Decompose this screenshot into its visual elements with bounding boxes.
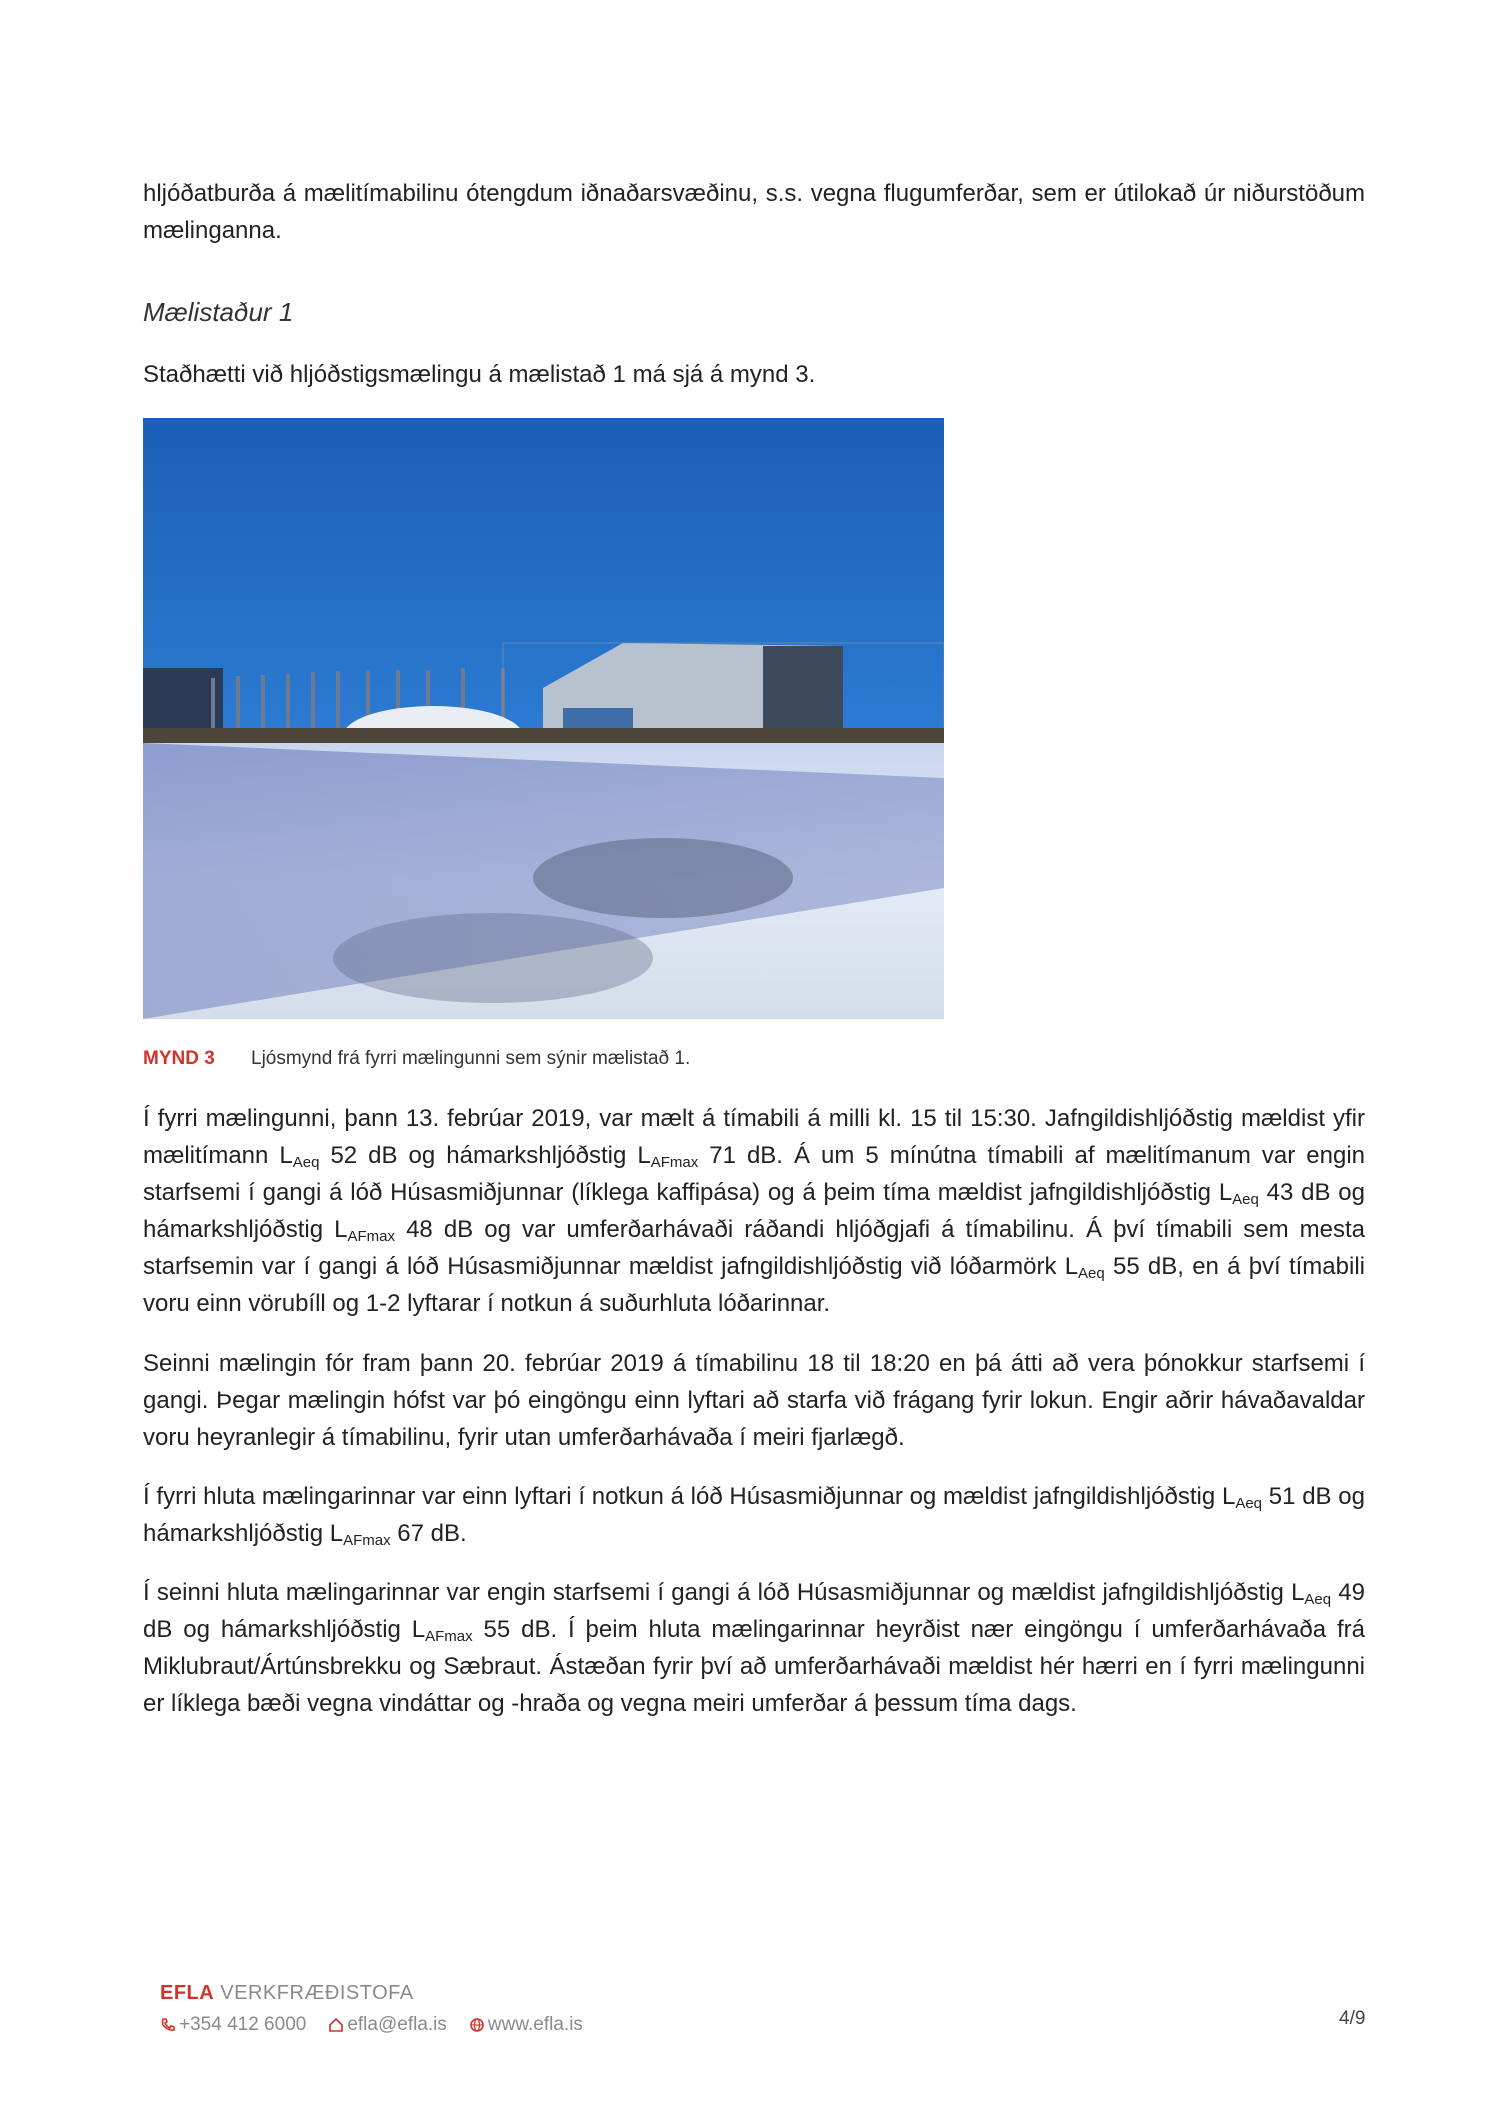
footer-contact bbox=[160, 2014, 583, 2036]
p3-text: Í fyrri hluta mælingarinnar var einn lyftari í notkun á lóð Húsasmiðjunnar og mældist jafngildishljóðstig L bbox=[143, 1483, 1236, 1510]
paragraph-4 bbox=[143, 1574, 1365, 1722]
globe-icon bbox=[469, 2017, 485, 2033]
p3-sub: AFmax bbox=[343, 1532, 391, 1549]
figure-caption-text: Ljósmynd frá fyrri mælingunni sem sýnir mælistað 1. bbox=[251, 1048, 691, 1069]
phone-text: +354 412 6000 bbox=[179, 2014, 307, 2035]
p1-sub: Aeq bbox=[292, 1154, 320, 1171]
footer-web[interactable] bbox=[469, 2014, 583, 2036]
web-text: www.efla.is bbox=[487, 2014, 583, 2035]
p1-text: 43 dB og hámarkshljóðstig L bbox=[143, 1179, 1366, 1243]
intro-text: hljóðatburða á mælitímabilinu ótengdum iðnaðarsvæðinu, s.s. vegna flugumferðar, sem er útilokað úr niðurstöðum mælinganna. bbox=[143, 180, 1365, 244]
section-lead bbox=[143, 356, 1365, 393]
paragraph-2 bbox=[143, 1345, 1365, 1456]
page-number: 4/9 bbox=[1339, 2008, 1366, 2029]
p4-text: 49 dB og hámarkshljóðstig L bbox=[143, 1579, 1365, 1643]
intro-paragraph bbox=[143, 175, 1365, 249]
footer-brand bbox=[160, 1982, 414, 2005]
p1-text: 48 dB og var umferðarhávaði ráðandi hljóðgjafi á tímabilinu. Á því tímabili sem mesta starfsemin var í gangi á lóð Húsasmiðjunnar mældist jafngildishljóðstig við lóðarmörk L bbox=[143, 1216, 1365, 1280]
paragraph-1 bbox=[143, 1100, 1365, 1322]
p3-sub: Aeq bbox=[1235, 1495, 1263, 1512]
p1-text: Í fyrri mælingunni, þann 13. febrúar 2019, var mælt á tímabili á milli kl. 15 til 15:30. Jafngildishljóðstig mældist yfir mælitímann L bbox=[143, 1105, 1365, 1169]
paragraph-3 bbox=[143, 1478, 1365, 1552]
figure-caption bbox=[143, 1048, 690, 1070]
p1-text: 71 dB. Á um 5 mínútna tímabili af mælitímanum var engin starfsemi í gangi á lóð Húsasmiðjunnar (líklega kaffipása) og á þeim tíma mældist jafngildishljóðstig L bbox=[143, 1142, 1365, 1206]
brand-logo: EFLA bbox=[160, 1982, 215, 2004]
p4-text: 55 dB. Í þeim hluta mælingarinnar heyrðist nær eingöngu í umferðarhávaða frá Miklubraut/Ártúnsbrekku og Sæbraut. Ástæðan fyrir því að umferðarhávaði mældist hér hærri en í fyrri mælingunni er líklega bæði vegna vindáttar og -hraða og vegna meiri umferðar á þessum tíma dags. bbox=[143, 1616, 1365, 1717]
p3-text: 67 dB. bbox=[390, 1520, 467, 1547]
p4-sub: AFmax bbox=[425, 1628, 473, 1645]
p1-text: 55 dB, en á því tímabili voru einn vörubíll og 1-2 lyftarar í notkun á suðurhluta lóðarinnar. bbox=[143, 1253, 1365, 1317]
phone-icon bbox=[160, 2017, 176, 2033]
p2-text: Seinni mælingin fór fram þann 20. febrúar 2019 á tímabilinu 18 til 18:20 en þá átti að vera þónokkur starfsemi í gangi. Þegar mælingin hófst var þó eingöngu einn lyftari að starfa við frágang fyrir lokun. Engir aðrir hávaðavaldar voru heyranlegir á tímabilinu, fyrir utan umferðarhávaða í meiri fjarlægð. bbox=[143, 1350, 1365, 1451]
email-text: efla@efla.is bbox=[347, 2014, 447, 2035]
p1-sub: AFmax bbox=[650, 1154, 699, 1171]
p4-text: Í seinni hluta mælingarinnar var engin starfsemi í gangi á lóð Húsasmiðjunnar og mældist jafngildishljóðstig L bbox=[143, 1579, 1305, 1606]
footer-phone[interactable] bbox=[160, 2014, 306, 2036]
p4-sub: Aeq bbox=[1304, 1591, 1332, 1608]
p1-sub: Aeq bbox=[1078, 1265, 1105, 1282]
p1-sub: Aeq bbox=[1232, 1191, 1259, 1208]
p1-sub: AFmax bbox=[347, 1228, 396, 1245]
site-photo bbox=[143, 418, 944, 1019]
footer-email[interactable] bbox=[328, 2014, 447, 2036]
brand-suffix: VERKFRÆÐISTOFA bbox=[214, 1982, 414, 2004]
p1-text: 52 dB og hámarkshljóðstig L bbox=[319, 1142, 651, 1169]
figure-number: MYND 3 bbox=[143, 1048, 215, 1069]
section-lead-text: Staðhætti við hljóðstigsmælingu á mælistað 1 má sjá á mynd 3. bbox=[143, 361, 816, 388]
home-mail-icon bbox=[328, 2017, 344, 2033]
p3-text: 51 dB og hámarkshljóðstig L bbox=[143, 1483, 1365, 1547]
section-heading: Mælistaður 1 bbox=[143, 297, 294, 327]
